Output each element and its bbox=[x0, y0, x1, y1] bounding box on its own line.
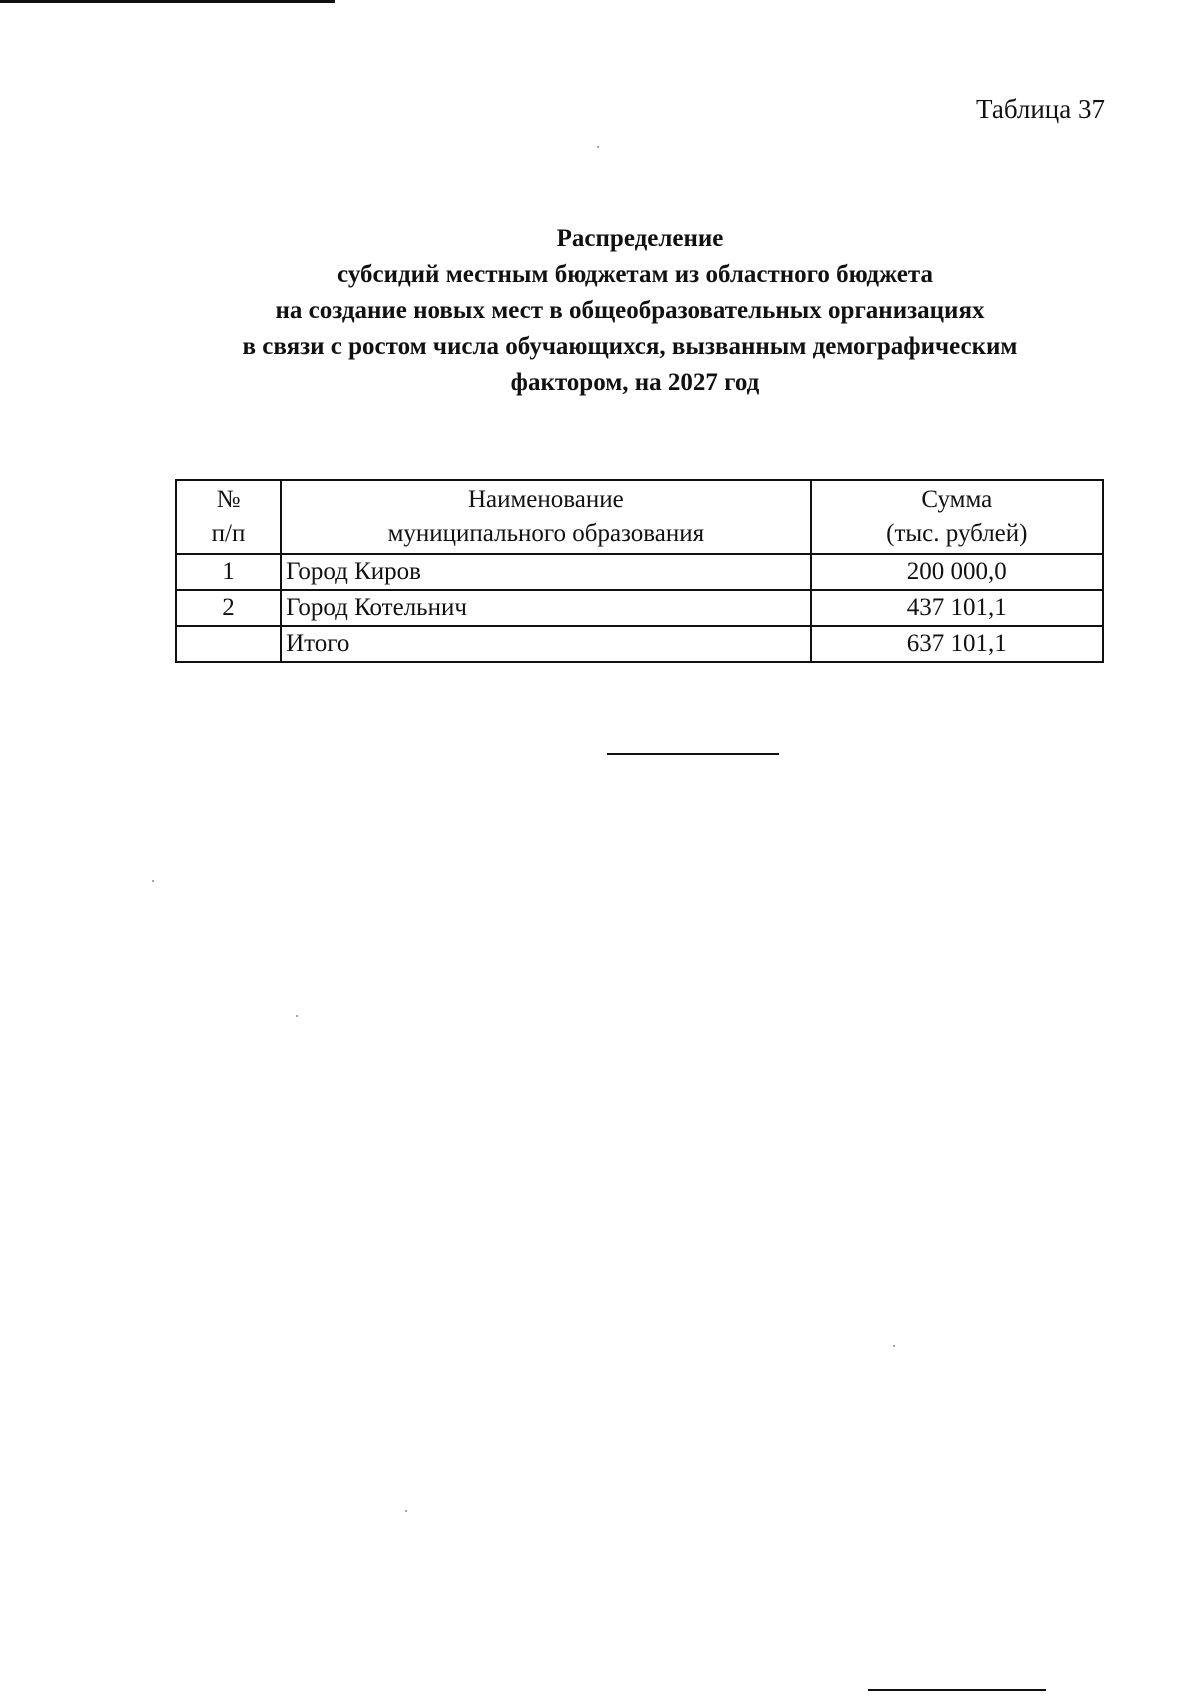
row-number: 1 bbox=[176, 554, 281, 590]
title-line-5: фактором, на 2027 год bbox=[510, 369, 760, 396]
scan-speck bbox=[597, 146, 599, 148]
header-number bbox=[176, 480, 281, 554]
header-sum-line-2: (тыс. рублей) bbox=[886, 520, 1028, 547]
total-sum: 637 101,1 bbox=[811, 626, 1103, 662]
table-row bbox=[176, 554, 1103, 590]
title-line-3: на создание новых мест в общеобразовательных организациях bbox=[275, 297, 985, 324]
header-number-line-2: п/п bbox=[211, 520, 246, 547]
top-edge-rule bbox=[0, 0, 335, 3]
scan-speck bbox=[152, 880, 154, 882]
total-label: Итого bbox=[281, 626, 811, 662]
table-number-label: Таблица 37 bbox=[976, 94, 1105, 124]
title-line-1: Распределение bbox=[556, 225, 724, 252]
row-municipality: Город Котельнич bbox=[281, 590, 811, 626]
header-municipality-line-2: муниципального образования bbox=[387, 520, 705, 547]
subsidy-distribution-table bbox=[175, 479, 1104, 663]
document-title bbox=[140, 221, 1120, 401]
header-sum-line-1: Сумма bbox=[921, 486, 993, 513]
header-number-line-1: № bbox=[216, 486, 241, 513]
total-number bbox=[176, 626, 281, 662]
table-row bbox=[176, 590, 1103, 626]
table-total-row bbox=[176, 626, 1103, 662]
table-header-row bbox=[176, 480, 1103, 554]
scan-speck bbox=[893, 1345, 895, 1347]
row-number: 2 bbox=[176, 590, 281, 626]
header-sum bbox=[811, 480, 1103, 554]
header-municipality-line-1: Наименование bbox=[467, 486, 624, 513]
title-line-4: в связи с ростом числа обучающихся, вызванным демографическим bbox=[242, 333, 1018, 360]
end-of-document-line bbox=[607, 753, 779, 755]
row-municipality: Город Киров bbox=[281, 554, 811, 590]
scan-speck bbox=[405, 1510, 407, 1512]
row-sum: 437 101,1 bbox=[811, 590, 1103, 626]
header-municipality bbox=[281, 480, 811, 554]
bottom-edge-rule bbox=[868, 1689, 1046, 1691]
row-sum: 200 000,0 bbox=[811, 554, 1103, 590]
title-line-2: субсидий местным бюджетам из областного бюджета bbox=[337, 261, 933, 288]
scan-speck bbox=[296, 1015, 298, 1017]
